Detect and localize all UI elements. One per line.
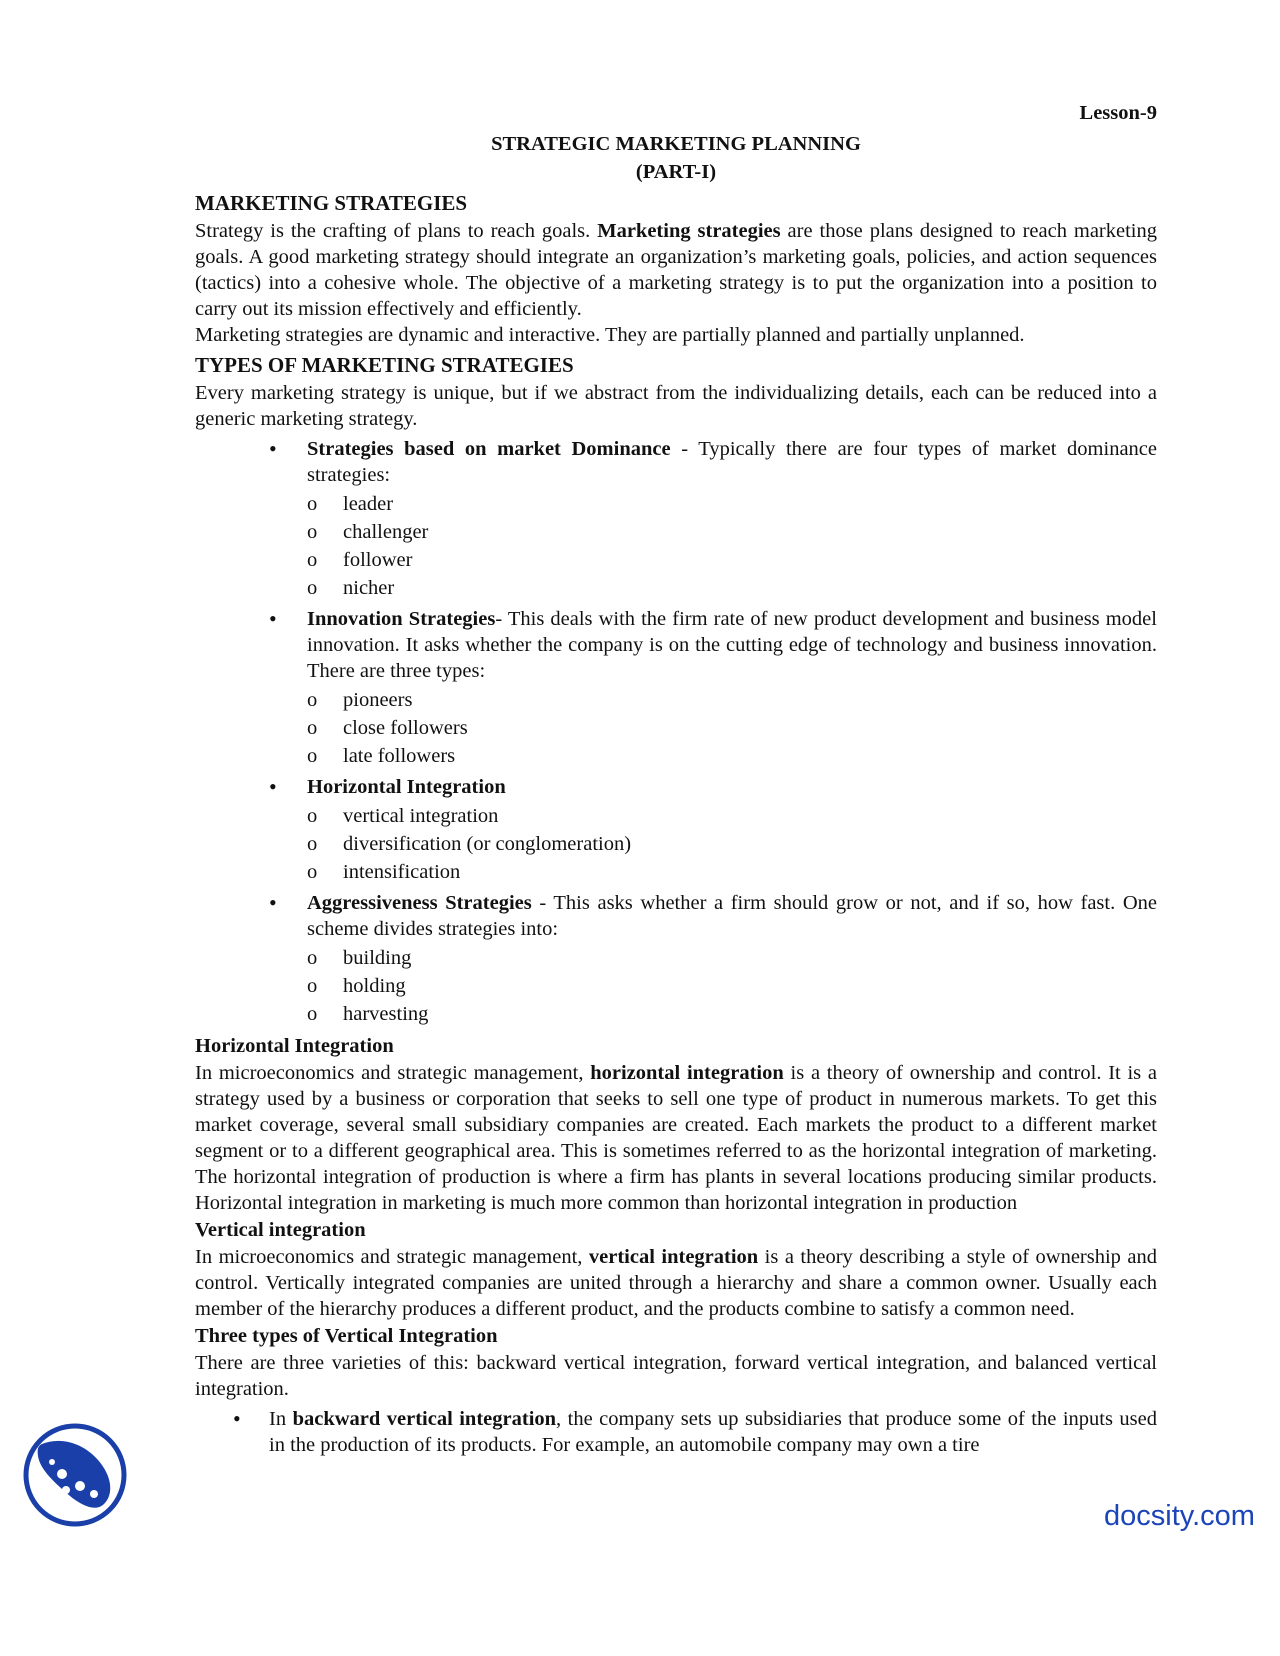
sub-list-item: o vertical integration [343, 802, 1157, 830]
paragraph-dynamic: Marketing strategies are dynamic and interactive. They are partially planned and partially unplanned. [195, 324, 1025, 346]
docsity-brand-link[interactable]: docsity.com [1104, 1500, 1255, 1532]
paragraph-horizontal-integration: In microeconomics and strategic management, horizontal integration is a theory of ownership and control. It is a strategy used by a business or corporation that seeks to sell one type of product in numerous markets. To get this market coverage, several small subsidiary companies are created. Each markets the product to a different market segment or to a different geographical area. This is sometimes referred to as the horizontal integration of marketing. The horizontal integration of production is where a firm has plants in several locations producing similar products. Horizontal integration in marketing is much more common than horizontal integration in production [195, 1062, 1158, 1214]
paragraph-types-intro: Every marketing strategy is unique, but if we abstract from the individualizing details, each can be reduced into a generic marketing strategy. [195, 382, 1157, 430]
sub-list [307, 686, 1157, 770]
sub-list [307, 490, 1157, 602]
sub-list-item: o diversification (or conglomeration) [343, 830, 1157, 858]
sub-list-item: o challenger [343, 518, 1157, 546]
sub-list-item: o leader [343, 490, 1157, 518]
sub-list [307, 802, 1157, 886]
strategy-types-list [195, 436, 1157, 1028]
heading-marketing-strategies: MARKETING STRATEGIES [195, 191, 468, 215]
list-item: • In backward vertical integration, the company sets up subsidiaries that produce some of the inputs used in the production of its products. For example, an automobile company may own a tire [269, 1406, 1157, 1458]
lesson-number: Lesson-9 [1079, 102, 1157, 124]
heading-vertical-integration: Vertical integration [195, 1219, 366, 1241]
sub-list [307, 944, 1157, 1028]
paragraph-three-types-intro: There are three varieties of this: backward vertical integration, forward vertical integration, and balanced vertical integration. [195, 1352, 1157, 1400]
list-item: • Strategies based on market Dominance - Typically there are four types of market dominance strategies: o leader o challenger o follower o nicher [307, 436, 1157, 602]
heading-types: TYPES OF MARKETING STRATEGIES [195, 353, 574, 377]
sub-list-item: o holding [343, 972, 1157, 1000]
sub-list-item: o follower [343, 546, 1157, 574]
sub-list-item: o late followers [343, 742, 1157, 770]
docsity-logo-icon[interactable] [22, 1422, 128, 1528]
sub-list-item: o building [343, 944, 1157, 972]
sub-list-item: o pioneers [343, 686, 1157, 714]
list-item: • Horizontal Integration o vertical integration o diversification (or conglomeration) o intensification [307, 774, 1157, 886]
list-item: • Aggressiveness Strategies - This asks whether a firm should grow or not, and if so, how fast. One scheme divides strategies into: o building o holding o harvesting [307, 890, 1157, 1028]
page-title: STRATEGIC MARKETING PLANNING [491, 133, 861, 155]
heading-horizontal-integration: Horizontal Integration [195, 1035, 394, 1057]
page-subtitle: (PART-I) [635, 161, 717, 183]
paragraph-strategy-definition: Strategy is the crafting of plans to reach goals. Marketing strategies are those plans designed to reach marketing goals. A good marketing strategy should integrate an organization’s marketing goals, policies, and action sequences (tactics) into a cohesive whole. The objective of a marketing strategy is to put the organization into a position to carry out its mission effectively and efficiently. [195, 220, 1157, 320]
sub-list-item: o intensification [343, 858, 1157, 886]
document-page [195, 100, 1157, 1458]
sub-list-item: o nicher [343, 574, 1157, 602]
paragraph-vertical-integration: In microeconomics and strategic management, vertical integration is a theory describing a style of ownership and control. Vertically integrated companies are united through a hierarchy and share a common owner. Usually each member of the hierarchy produces a different product, and the products combine to satisfy a common need. [195, 1246, 1157, 1320]
heading-three-types: Three types of Vertical Integration [195, 1325, 498, 1347]
list-item: • Innovation Strategies- This deals with the firm rate of new product development and business model innovation. It asks whether the company is on the cutting edge of technology and business innovation. There are three types: o pioneers o close followers o late followers [307, 606, 1157, 770]
sub-list-item: o close followers [343, 714, 1157, 742]
vertical-types-list [195, 1406, 1157, 1458]
sub-list-item: o harvesting [343, 1000, 1157, 1028]
